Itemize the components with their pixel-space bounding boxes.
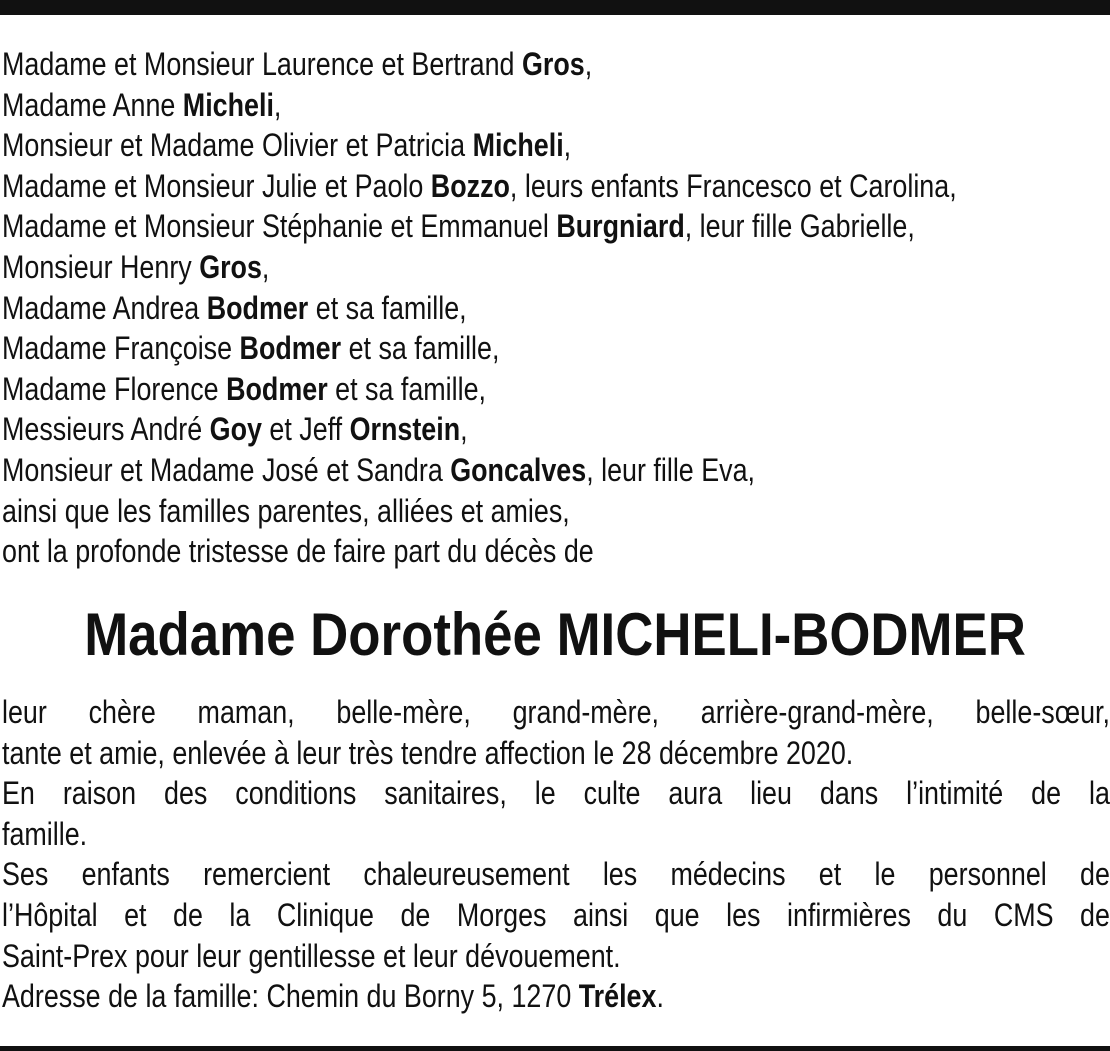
- family-line: Madame Florence Bodmer et sa famille,: [2, 370, 487, 407]
- family-line: Madame Françoise Bodmer et sa famille,: [2, 330, 500, 367]
- family-line: Madame et Monsieur Julie et Paolo Bozzo, leurs enfants Francesco et Carolina,: [2, 167, 957, 204]
- body-line: Saint-Prex pour leur gentillesse et leur dévouement.: [2, 937, 621, 974]
- top-rule: [0, 0, 1110, 15]
- family-line: Monsieur et Madame Olivier et Patricia Micheli,: [2, 127, 572, 164]
- family-list: [2, 44, 1110, 572]
- family-line: ainsi que les familles parentes, alliées et amies,: [2, 492, 570, 529]
- announcement-body: [2, 692, 1110, 1017]
- family-line: ont la profonde tristesse de faire part du décès de: [2, 533, 594, 570]
- body-line: En raison des conditions sanitaires, le culte aura lieu dans l’intimité de la: [2, 775, 1110, 812]
- body-line: famille.: [2, 815, 88, 852]
- body-line: leur chère maman, belle-mère, grand-mère, arrière-grand-mère, belle-sœur,: [2, 694, 1110, 730]
- family-address: Adresse de la famille: Chemin du Borny 5, 1270 Trélex.: [2, 978, 664, 1015]
- family-line: Messieurs André Goy et Jeff Ornstein,: [2, 411, 468, 448]
- family-line: Madame et Monsieur Laurence et Bertrand Gros,: [2, 46, 593, 82]
- family-line: Madame Anne Micheli,: [2, 86, 282, 123]
- family-line: Monsieur et Madame José et Sandra Goncalves, leur fille Eva,: [2, 451, 756, 488]
- family-line: Madame Andrea Bodmer et sa famille,: [2, 289, 467, 326]
- family-line: Monsieur Henry Gros,: [2, 248, 270, 285]
- body-line: tante et amie, enlevée à leur très tendre affection le 28 décembre 2020.: [2, 734, 854, 771]
- family-line: Madame et Monsieur Stéphanie et Emmanuel Burgniard, leur fille Gabrielle,: [2, 208, 915, 245]
- deceased-name-text: Madame Dorothée MICHELI-BODMER: [84, 601, 1026, 668]
- deceased-name: [0, 596, 1110, 674]
- address-town: Trélex: [578, 978, 657, 1015]
- bottom-rule: [0, 1046, 1110, 1051]
- body-line: Ses enfants remercient chaleureusement les médecins et le personnel de: [2, 856, 1110, 893]
- body-line: l’Hôpital et de la Clinique de Morges ainsi que les infirmières du CMS de: [2, 896, 1110, 933]
